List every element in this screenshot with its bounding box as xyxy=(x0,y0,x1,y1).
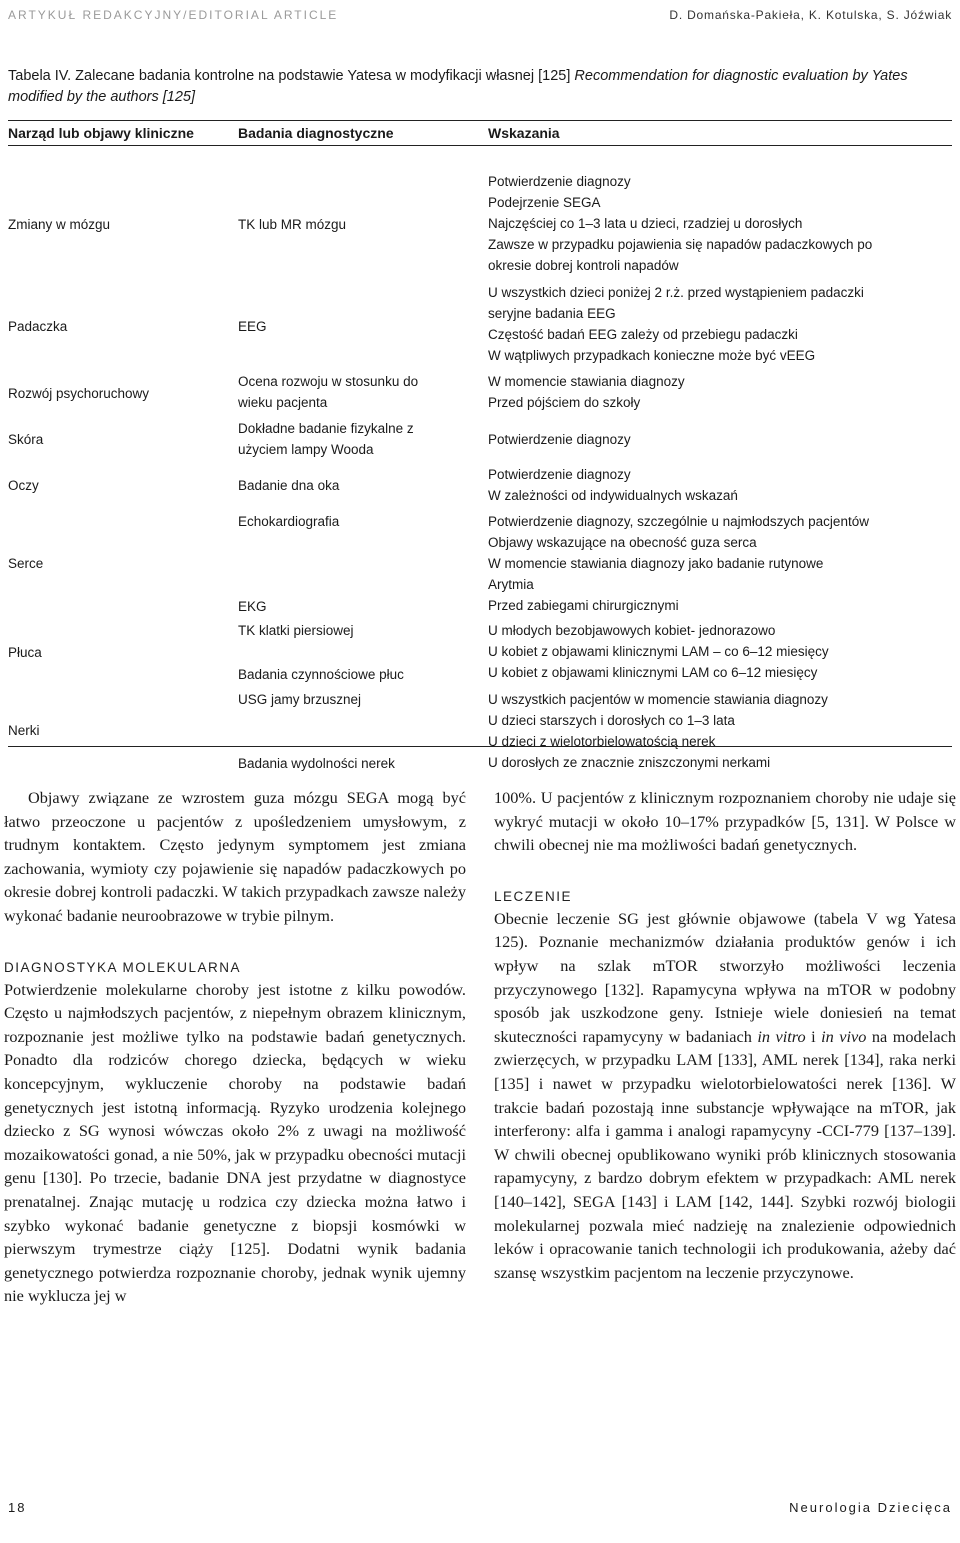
article-type-label: ARTYKUŁ REDAKCYJNY/EDITORIAL ARTICLE xyxy=(8,8,339,22)
list-item: U kobiet z objawami klinicznymi LAM co 6–12 miesięcy xyxy=(488,665,818,680)
list-item: U młodych bezobjawowych kobiet- jednorazowo xyxy=(488,623,776,638)
treatment-text-b: i xyxy=(805,1026,822,1046)
row-heart-organ: Serce xyxy=(8,556,44,571)
treatment-in-vitro: in vitro xyxy=(757,1026,806,1046)
row-brain-test: TK lub MR mózgu xyxy=(238,217,347,232)
header-indications: Wskazania xyxy=(488,125,560,141)
row-kidneys-organ: Nerki xyxy=(8,723,40,738)
list-item: Ocena rozwoju w stosunku do xyxy=(238,374,419,389)
list-item: Przed zabiegami chirurgicznymi xyxy=(488,598,679,613)
paragraph-mutation-detection: 100%. U pacjentów z klinicznym rozpoznaniem choroby nie udaje się wykryć mutacji w około 10–17% przypadków [5, 131]. W Polsce w chwili obecnej nie ma możliwości badań genetycznych. xyxy=(494,788,956,855)
treatment-text-c: na modelach zwierzęcych, w przypadku LAM [133], AML nerek [134], raka nerki [135] i nawet w przypadku wielotorbielowatości nerek [136]. W trakcie badań pozostają inne substancje wpływające na mTOR, jak interferony: alfa i gamma i analogi rapamycyny -CCI-779 [137–139]. W chwili obecnej opublikowano wyniki prób klinicznych stosowania rapamycyny, z bardzo dobrym efektem w przypadkach: AML nerek [140–142], SEGA [143] i LAM [142, 144]. Szybki rozwój biologii molekularnej pozwala mieć nadzieję na znalezienie odpowiednich leków i opracowanie tanich technologii ich produkowania, ażeby dać szansę wszystkim pacjentom na leczenie przyczynowe. xyxy=(494,1026,956,1282)
row-epilepsy-test: EEG xyxy=(238,319,267,334)
table-caption-en: Recommendation for diagnostic evaluation by Yates modified by the authors [125] xyxy=(8,68,908,105)
list-item: U dzieci starszych i dorosłych co 1–3 lata xyxy=(488,713,735,728)
running-header xyxy=(8,8,952,28)
list-item: Potwierdzenie diagnozy, szczególnie u najmłodszych pacjentów xyxy=(488,514,869,529)
list-item: użyciem lampy Wooda xyxy=(238,442,374,457)
row-eyes-indications xyxy=(488,464,952,506)
list-item: U dzieci z wielotorbielowatością nerek xyxy=(488,734,716,749)
body-right-column xyxy=(494,786,956,1284)
row-lungs-test-function: Badania czynnościowe płuc xyxy=(238,667,404,682)
list-item: Podejrzenie SEGA xyxy=(488,195,601,210)
list-item: Częstość badań EEG zależy od przebiegu padaczki xyxy=(488,327,798,342)
page-number: 18 xyxy=(8,1500,27,1515)
row-kidneys-test-function: Badania wydolności nerek xyxy=(238,756,395,771)
journal-name: Neurologia Dziecięca xyxy=(789,1500,952,1515)
list-item: W momencie stawiania diagnozy xyxy=(488,374,685,389)
row-brain-indications xyxy=(488,171,952,276)
paragraph-treatment xyxy=(494,907,956,1285)
list-item: Przed pójściem do szkoły xyxy=(488,395,641,410)
row-epilepsy-indications xyxy=(488,282,952,366)
recommendation-table xyxy=(8,120,952,771)
list-item: U kobiet z objawami klinicznymi LAM – co 6–12 miesięcy xyxy=(488,644,829,659)
table-header-row xyxy=(8,121,952,146)
row-skin-organ: Skóra xyxy=(8,432,44,447)
list-item: okresie dobrej kontroli napadów xyxy=(488,258,679,273)
row-eyes-test: Badanie dna oka xyxy=(238,478,340,493)
paragraph-molecular-diagnostics: Potwierdzenie molekularne choroby jest istotne z kilku powodów. Często u najmłodszych pacjentów, z niepełnym obrazem klinicznym, rozpoznanie jest możliwe tylko na podstawie badań genetycznych. Ponadto dla rodziców chorego dziecka, będących w wieku koncepcyjnym, wykluczenie choroby na podstawie badań genetycznych jest istotną informacją. Ryzyko urodzenia kolejnego dziecko z SG wynosi wówczas około 2% z uwagi na możliwość mozaikowatości gonad, a nie 50%, jak w przypadku obecności mutacji genu [130]. Po trzecie, badanie DNA jest przydatne w diagnostyce prenatalnej. Znając mutację u rodzica czy dziecka można łatwo i szybko wykonać badanie genetyczne z biopsji kosmówki w pierwszym trymestrze ciąży [125]. Dodatni wynik badania genetycznego potwierdza rozpoznanie choroby, jednak wynik ujemny nie wyklucza jej w xyxy=(4,979,466,1306)
treatment-text-a: Obecnie leczenie SG jest głównie objawowe (tabela V wg Yatesa 125). Poznanie mechanizmów działania produktów genów i ich wpływ na szlak mTOR stworzyło możliwości leczenia przyczynowego [132]. Rapamycyna wpływa na mTOR w podobny sposób jak uszkodzone geny. Istnieje wiele doniesień na temat skuteczności rapamycyny w badaniach xyxy=(494,908,956,1046)
list-item: Potwierdzenie diagnozy xyxy=(488,174,631,189)
authors-label: D. Domańska-Pakieła, K. Kotulska, S. Jóźwiak xyxy=(669,8,952,22)
table-body xyxy=(8,146,952,771)
row-heart-test-echo: Echokardiografia xyxy=(238,514,340,529)
row-heart-indications xyxy=(488,511,952,616)
row-lungs-test-ct: TK klatki piersiowej xyxy=(238,623,354,638)
paragraph-seg-symptoms: Objawy związane ze wzrostem guza mózgu SEGA mogą być łatwo przeoczone u pacjentów z upośledzeniem umysłowym, z trudnym kontaktem. Często jedynym symptomem jest zmiana zachowania, wymioty czy pojawienie się napadów padaczkowych po okresie dobrej kontroli padaczki. W takich przypadkach zawsze należy wykonać badanie neuroobrazowe w trybie pilnym. xyxy=(4,788,466,925)
list-item: Potwierdzenie diagnozy xyxy=(488,467,631,482)
row-heart-test-ekg: EKG xyxy=(238,599,267,614)
body-left-column xyxy=(4,786,466,1308)
list-item: Objawy wskazujące na obecność guza serca xyxy=(488,535,757,550)
row-lungs-indications xyxy=(488,620,952,683)
list-item: Dokładne badanie fizykalne z xyxy=(238,421,414,436)
row-brain-organ: Zmiany w mózgu xyxy=(8,217,111,232)
list-item: U wszystkich pacjentów w momencie stawiania diagnozy xyxy=(488,692,828,707)
list-item: W zależności od indywidualnych wskazań xyxy=(488,488,738,503)
list-item: U wszystkich dzieci poniżej 2 r.ż. przed wystąpieniem padaczki xyxy=(488,285,864,300)
header-organ: Narząd lub objawy kliniczne xyxy=(8,125,194,141)
heading-molecular-diagnostics: DIAGNOSTYKA MOLEKULARNA xyxy=(4,959,242,975)
row-skin-tests xyxy=(238,418,483,460)
list-item: Arytmia xyxy=(488,577,534,592)
row-development-indications xyxy=(488,371,952,413)
row-kidneys-indications xyxy=(488,689,952,773)
table-caption-pl: Tabela IV. Zalecane badania kontrolne na podstawie Yatesa w modyfikacji własnej [125] xyxy=(8,68,571,84)
row-kidneys-test-usg: USG jamy brzusznej xyxy=(238,692,362,707)
row-lungs-organ: Płuca xyxy=(8,645,42,660)
list-item: wieku pacjenta xyxy=(238,395,328,410)
list-item: Najczęściej co 1–3 lata u dzieci, rzadziej u dorosłych xyxy=(488,216,803,231)
list-item: seryjne badania EEG xyxy=(488,306,616,321)
row-development-organ: Rozwój psychoruchowy xyxy=(8,386,150,401)
row-eyes-organ: Oczy xyxy=(8,478,39,493)
row-skin-indications: Potwierdzenie diagnozy xyxy=(488,432,631,447)
heading-treatment: LECZENIE xyxy=(494,888,573,904)
row-development-tests xyxy=(238,371,483,413)
row-epilepsy-organ: Padaczka xyxy=(8,319,68,334)
treatment-in-vivo: in vivo xyxy=(821,1026,867,1046)
list-item: W momencie stawiania diagnozy jako badanie rutynowe xyxy=(488,556,824,571)
list-item: Zawsze w przypadku pojawienia się napadów padaczkowych po xyxy=(488,237,873,252)
list-item: U dorosłych ze znacznie zniszczonymi nerkami xyxy=(488,755,771,770)
list-item: W wątpliwych przypadkach konieczne może być vEEG xyxy=(488,348,816,363)
header-tests: Badania diagnostyczne xyxy=(238,125,394,141)
table-caption xyxy=(8,66,953,108)
